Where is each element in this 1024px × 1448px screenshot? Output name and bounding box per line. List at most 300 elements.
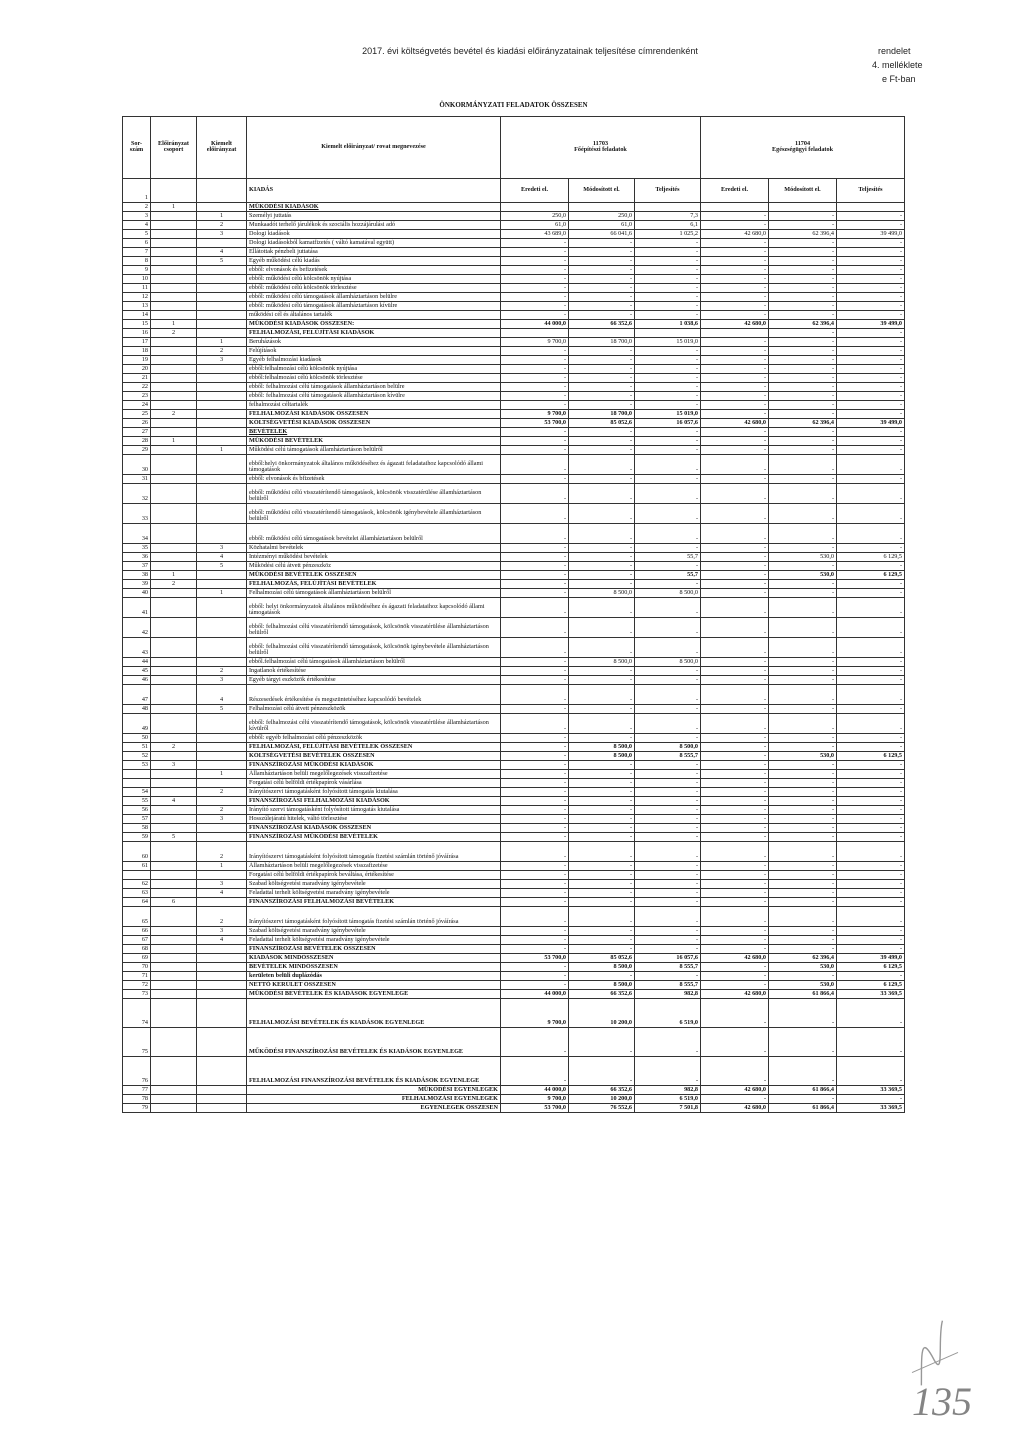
row-number: 11 bbox=[123, 283, 151, 292]
row-value: - bbox=[837, 897, 905, 906]
row-value: - bbox=[837, 328, 905, 337]
row-label: KÖLTSÉGVETÉSI KIADÁSOK ÖSSZESEN bbox=[247, 418, 501, 427]
row-value: - bbox=[635, 733, 701, 742]
row-value: 18 700,0 bbox=[569, 409, 635, 418]
row-label: MŰKÖDÉSI FINANSZÍROZÁSI BEVÉTELEK ÉS KIADÁSOK EGYENLEGE bbox=[247, 1027, 501, 1056]
row-group bbox=[151, 373, 197, 382]
row-value: - bbox=[569, 552, 635, 561]
row-label: Működési célú támogatások államháztartáson belülről bbox=[247, 445, 501, 454]
row-kiemelt: 1 bbox=[197, 861, 247, 870]
row-value: - bbox=[501, 805, 569, 814]
row-label: működési cél és általános tartalék bbox=[247, 310, 501, 319]
row-value: 61 866,4 bbox=[769, 1085, 837, 1094]
row-group bbox=[151, 418, 197, 427]
row-value: - bbox=[635, 474, 701, 483]
row-value: - bbox=[501, 597, 569, 617]
row-group bbox=[151, 561, 197, 570]
row-number: 22 bbox=[123, 382, 151, 391]
row-group: 5 bbox=[151, 832, 197, 841]
row-number: 28 bbox=[123, 436, 151, 445]
row-value: - bbox=[635, 935, 701, 944]
row-number: 70 bbox=[123, 962, 151, 971]
group1-name: Főépítészi feladatok bbox=[574, 146, 627, 153]
row-kiemelt bbox=[197, 570, 247, 579]
row-value: - bbox=[701, 409, 769, 418]
row-value: - bbox=[569, 879, 635, 888]
row-value: - bbox=[837, 483, 905, 503]
row-value: 982,8 bbox=[635, 989, 701, 998]
table-row bbox=[123, 588, 905, 597]
row-group: 2 bbox=[151, 742, 197, 751]
row-value: - bbox=[701, 427, 769, 436]
row-value bbox=[769, 202, 837, 211]
annotation-rendelet: rendelet bbox=[878, 46, 911, 56]
row-group bbox=[151, 211, 197, 220]
row-value: - bbox=[501, 256, 569, 265]
row-kiemelt: 1 bbox=[197, 337, 247, 346]
table-row bbox=[123, 364, 905, 373]
row-group bbox=[151, 944, 197, 953]
row-label: Államháztartáson belüli megelőlegezések visszafizetése bbox=[247, 769, 501, 778]
row-label: Közhatalmi bevételek bbox=[247, 543, 501, 552]
row-value: - bbox=[701, 561, 769, 570]
row-number: 9 bbox=[123, 265, 151, 274]
row-value: - bbox=[569, 570, 635, 579]
row-number: 65 bbox=[123, 906, 151, 926]
row-group bbox=[151, 597, 197, 617]
row-group bbox=[151, 841, 197, 861]
row-value: - bbox=[501, 879, 569, 888]
row-value: - bbox=[837, 814, 905, 823]
table-row bbox=[123, 409, 905, 418]
row-kiemelt bbox=[197, 301, 247, 310]
row-kiemelt bbox=[197, 436, 247, 445]
row-value: - bbox=[569, 787, 635, 796]
row-label: BEVÉTELEK MINDÖSSZESEN bbox=[247, 962, 501, 971]
row-number: 73 bbox=[123, 989, 151, 998]
row-value: - bbox=[769, 713, 837, 733]
row-value: 15 019,0 bbox=[635, 409, 701, 418]
row-kiemelt: 3 bbox=[197, 355, 247, 364]
row-value: - bbox=[635, 292, 701, 301]
table-row bbox=[123, 229, 905, 238]
table-row bbox=[123, 319, 905, 328]
row-group bbox=[151, 953, 197, 962]
row-value: - bbox=[569, 971, 635, 980]
row-value: - bbox=[701, 980, 769, 989]
row-group bbox=[151, 751, 197, 760]
row-group bbox=[151, 588, 197, 597]
row-value: - bbox=[701, 1027, 769, 1056]
row-value: 42 680,0 bbox=[701, 1085, 769, 1094]
row-value: - bbox=[769, 346, 837, 355]
row-label: MŰKÖDÉSI BEVÉTELEK ÉS KIADÁSOK EGYENLEGE bbox=[247, 989, 501, 998]
row-value: - bbox=[569, 675, 635, 684]
row-label: ebből: működési célú támogatások államháztartáson kívülre bbox=[247, 301, 501, 310]
table-row bbox=[123, 971, 905, 980]
row-value: - bbox=[701, 733, 769, 742]
row-kiemelt bbox=[197, 503, 247, 523]
row-kiemelt: 4 bbox=[197, 552, 247, 561]
row-group bbox=[151, 861, 197, 870]
row-kiemelt bbox=[197, 778, 247, 787]
row-value: - bbox=[837, 870, 905, 879]
row-kiemelt: 5 bbox=[197, 256, 247, 265]
row-group bbox=[151, 1056, 197, 1085]
row-group bbox=[151, 337, 197, 346]
row-value: - bbox=[837, 400, 905, 409]
col-subheader: Teljesítés bbox=[837, 178, 905, 202]
row-value: 61 866,4 bbox=[769, 1103, 837, 1112]
row-kiemelt bbox=[197, 1027, 247, 1056]
row-value: - bbox=[701, 373, 769, 382]
row-value: 8 555,7 bbox=[635, 751, 701, 760]
row-value: 8 500,0 bbox=[635, 742, 701, 751]
row-value: - bbox=[769, 588, 837, 597]
row-value: 982,8 bbox=[635, 1085, 701, 1094]
row-value: - bbox=[769, 391, 837, 400]
row-value: - bbox=[635, 769, 701, 778]
row-value: 16 057,6 bbox=[635, 418, 701, 427]
row-value: - bbox=[769, 483, 837, 503]
table-row bbox=[123, 953, 905, 962]
row-value: - bbox=[837, 579, 905, 588]
row-kiemelt bbox=[197, 971, 247, 980]
row-label: Forgatási célú belföldi értékpapírok vásárlása bbox=[247, 778, 501, 787]
row-label: ebből: működési célú kölcsönök nyújtása bbox=[247, 274, 501, 283]
row-label: Dologi kiadásokból kamatfizetés ( váltó kamatával együtt) bbox=[247, 238, 501, 247]
row-value: 9 700,0 bbox=[501, 1094, 569, 1103]
row-value: 55,7 bbox=[635, 552, 701, 561]
row-label: Működési célú átvett pénzeszköz bbox=[247, 561, 501, 570]
table-row bbox=[123, 657, 905, 666]
row-kiemelt: 1 bbox=[197, 588, 247, 597]
row-label: FELHALMOZÁSI, FELÚJÍTÁSI KIADÁSOK bbox=[247, 328, 501, 337]
row-group bbox=[151, 637, 197, 657]
row-value: - bbox=[769, 301, 837, 310]
row-group bbox=[151, 980, 197, 989]
row-group bbox=[151, 787, 197, 796]
row-value: - bbox=[635, 483, 701, 503]
row-kiemelt bbox=[197, 427, 247, 436]
row-value: - bbox=[769, 523, 837, 543]
row-group bbox=[151, 274, 197, 283]
row-kiemelt bbox=[197, 998, 247, 1027]
row-number: 63 bbox=[123, 888, 151, 897]
row-label: FELHALMOZÁSI, FELÚJÍTÁSI BEVÉTELEK ÖSSZESEN bbox=[247, 742, 501, 751]
row-value: - bbox=[837, 427, 905, 436]
row-value: - bbox=[501, 301, 569, 310]
row-value: - bbox=[569, 445, 635, 454]
row-value: - bbox=[635, 823, 701, 832]
row-kiemelt bbox=[197, 1103, 247, 1112]
row-value: - bbox=[635, 879, 701, 888]
row-value: - bbox=[569, 373, 635, 382]
row-value: 530,0 bbox=[769, 962, 837, 971]
row-value: - bbox=[769, 879, 837, 888]
row-number: 72 bbox=[123, 980, 151, 989]
row-value: - bbox=[569, 579, 635, 588]
row-group bbox=[151, 823, 197, 832]
row-kiemelt: 2 bbox=[197, 805, 247, 814]
row-kiemelt: 3 bbox=[197, 879, 247, 888]
row-kiemelt bbox=[197, 742, 247, 751]
row-number: 50 bbox=[123, 733, 151, 742]
col-subheader: Eredeti el. bbox=[501, 178, 569, 202]
row-value: - bbox=[769, 805, 837, 814]
row-value: - bbox=[569, 841, 635, 861]
row-label: KIADÁSOK MINDÖSSZESEN bbox=[247, 953, 501, 962]
row-value: - bbox=[701, 666, 769, 675]
row-kiemelt bbox=[197, 637, 247, 657]
row-value: 33 369,5 bbox=[837, 989, 905, 998]
col-subheader: Módosított el. bbox=[569, 178, 635, 202]
row-value: - bbox=[769, 906, 837, 926]
row-group bbox=[151, 310, 197, 319]
row-value: - bbox=[569, 888, 635, 897]
row-value: - bbox=[837, 713, 905, 733]
row-value: - bbox=[701, 814, 769, 823]
row-label: FELHALMOZÁSI BEVÉTELEK ÉS KIADÁSOK EGYENLEGE bbox=[247, 998, 501, 1027]
row-value: 8 555,7 bbox=[635, 962, 701, 971]
row-value: - bbox=[635, 301, 701, 310]
row-value: - bbox=[569, 382, 635, 391]
row-value: - bbox=[501, 265, 569, 274]
row-value: - bbox=[501, 1056, 569, 1085]
row-group: 4 bbox=[151, 796, 197, 805]
handwritten-page-number: 135 bbox=[912, 1379, 972, 1424]
row-kiemelt bbox=[197, 292, 247, 301]
row-value: - bbox=[501, 483, 569, 503]
row-value: - bbox=[769, 597, 837, 617]
row-value: - bbox=[837, 1027, 905, 1056]
table-row bbox=[123, 570, 905, 579]
table-row bbox=[123, 906, 905, 926]
table-row bbox=[123, 178, 905, 202]
row-value: - bbox=[569, 935, 635, 944]
row-value: - bbox=[837, 926, 905, 935]
row-number bbox=[123, 769, 151, 778]
row-value: - bbox=[635, 713, 701, 733]
row-value: 66 041,6 bbox=[569, 229, 635, 238]
row-value: 85 052,6 bbox=[569, 418, 635, 427]
row-value: 1 038,6 bbox=[635, 319, 701, 328]
row-value: - bbox=[769, 436, 837, 445]
row-number: 74 bbox=[123, 998, 151, 1027]
row-value: - bbox=[635, 971, 701, 980]
table-row bbox=[123, 436, 905, 445]
row-label: Munkaadót terhelő járulékok és szociális hozzájárulási adó bbox=[247, 220, 501, 229]
row-value: - bbox=[769, 1094, 837, 1103]
row-value: - bbox=[701, 588, 769, 597]
row-value: - bbox=[769, 971, 837, 980]
row-label: Felhalmozási célú átvett pénzeszközök bbox=[247, 704, 501, 713]
row-value: - bbox=[635, 310, 701, 319]
row-value: - bbox=[569, 256, 635, 265]
row-kiemelt bbox=[197, 870, 247, 879]
row-kiemelt bbox=[197, 751, 247, 760]
table-row bbox=[123, 841, 905, 861]
annotation-melleklet: 4. melléklete bbox=[872, 60, 923, 70]
row-value: - bbox=[501, 666, 569, 675]
row-number: 35 bbox=[123, 543, 151, 552]
table-row bbox=[123, 597, 905, 617]
row-value: - bbox=[837, 733, 905, 742]
row-value: - bbox=[501, 897, 569, 906]
table-row bbox=[123, 454, 905, 474]
row-value: - bbox=[569, 427, 635, 436]
row-value: - bbox=[701, 796, 769, 805]
row-value bbox=[635, 328, 701, 337]
row-value: 9 700,0 bbox=[501, 409, 569, 418]
row-value: - bbox=[569, 265, 635, 274]
row-label: Irányítószervi támogatásként folyósított támogatás kiutalása bbox=[247, 787, 501, 796]
row-value: 33 369,5 bbox=[837, 1103, 905, 1112]
row-group bbox=[151, 292, 197, 301]
row-number: 20 bbox=[123, 364, 151, 373]
table-row bbox=[123, 778, 905, 787]
row-kiemelt bbox=[197, 944, 247, 953]
table-row bbox=[123, 256, 905, 265]
row-value: - bbox=[635, 841, 701, 861]
row-value: 62 396,4 bbox=[769, 418, 837, 427]
table-row bbox=[123, 769, 905, 778]
row-value: - bbox=[701, 382, 769, 391]
row-value bbox=[701, 328, 769, 337]
row-number: 16 bbox=[123, 328, 151, 337]
row-label: Beruházások bbox=[247, 337, 501, 346]
row-value: - bbox=[837, 1056, 905, 1085]
row-value: - bbox=[501, 796, 569, 805]
row-kiemelt bbox=[197, 523, 247, 543]
row-value: - bbox=[769, 445, 837, 454]
row-number: 69 bbox=[123, 953, 151, 962]
row-number: 62 bbox=[123, 879, 151, 888]
row-kiemelt: 2 bbox=[197, 220, 247, 229]
row-value: - bbox=[701, 888, 769, 897]
row-group bbox=[151, 888, 197, 897]
row-value: - bbox=[501, 570, 569, 579]
row-value: - bbox=[837, 778, 905, 787]
row-number: 43 bbox=[123, 637, 151, 657]
row-value: - bbox=[769, 814, 837, 823]
row-number: 49 bbox=[123, 713, 151, 733]
row-group bbox=[151, 684, 197, 704]
row-value: - bbox=[501, 247, 569, 256]
row-value: - bbox=[769, 409, 837, 418]
row-value: - bbox=[501, 355, 569, 364]
row-value: - bbox=[569, 769, 635, 778]
row-group bbox=[151, 926, 197, 935]
row-label: ebből: helyi önkormányzatok általános működéséhez és ágazati feladataihoz kapcsolódó állami támogatások bbox=[247, 597, 501, 617]
row-number: 14 bbox=[123, 310, 151, 319]
row-label: FINANSZÍROZÁSI MŰKÖDÉSI BEVÉTELEK bbox=[247, 832, 501, 841]
row-number: 1 bbox=[123, 178, 151, 202]
row-number: 53 bbox=[123, 760, 151, 769]
row-number: 59 bbox=[123, 832, 151, 841]
row-number: 38 bbox=[123, 570, 151, 579]
row-group bbox=[151, 733, 197, 742]
row-value: - bbox=[501, 787, 569, 796]
row-value: - bbox=[701, 238, 769, 247]
row-kiemelt bbox=[197, 796, 247, 805]
row-number: 46 bbox=[123, 675, 151, 684]
row-value: 66 352,6 bbox=[569, 989, 635, 998]
row-value: - bbox=[701, 543, 769, 552]
row-value: 6 519,0 bbox=[635, 1094, 701, 1103]
row-kiemelt bbox=[197, 319, 247, 328]
table-row bbox=[123, 337, 905, 346]
row-kiemelt: 3 bbox=[197, 926, 247, 935]
row-value: - bbox=[837, 861, 905, 870]
row-value: - bbox=[769, 684, 837, 704]
row-number: 26 bbox=[123, 418, 151, 427]
row-group bbox=[151, 657, 197, 666]
row-value: - bbox=[501, 637, 569, 657]
table-row bbox=[123, 760, 905, 769]
row-value: - bbox=[701, 292, 769, 301]
row-value: - bbox=[501, 445, 569, 454]
row-kiemelt bbox=[197, 178, 247, 202]
row-number: 56 bbox=[123, 805, 151, 814]
row-group bbox=[151, 523, 197, 543]
row-value: - bbox=[769, 944, 837, 953]
row-label: ebből: felhalmozási célú visszatérítendő támogatások, kölcsönök visszatérülése államháztartáson kívülről bbox=[247, 713, 501, 733]
row-value: - bbox=[701, 861, 769, 870]
row-value: - bbox=[635, 684, 701, 704]
row-value: - bbox=[635, 523, 701, 543]
row-label: MŰKÖDÉSI KIADÁSOK ÖSSZESEN: bbox=[247, 319, 501, 328]
row-group: 2 bbox=[151, 328, 197, 337]
row-value: - bbox=[635, 597, 701, 617]
row-value: - bbox=[501, 1027, 569, 1056]
table-row bbox=[123, 202, 905, 211]
row-value: - bbox=[635, 944, 701, 953]
row-label: Dologi kiadások bbox=[247, 229, 501, 238]
table-row bbox=[123, 989, 905, 998]
row-value: - bbox=[769, 382, 837, 391]
row-value: - bbox=[837, 265, 905, 274]
annotation-unit: e Ft-ban bbox=[882, 74, 916, 84]
row-value: 10 200,0 bbox=[569, 1094, 635, 1103]
row-value: - bbox=[569, 796, 635, 805]
row-value: - bbox=[837, 742, 905, 751]
row-value: - bbox=[501, 733, 569, 742]
row-value: - bbox=[701, 841, 769, 861]
row-group bbox=[151, 382, 197, 391]
row-value bbox=[635, 202, 701, 211]
row-kiemelt bbox=[197, 897, 247, 906]
row-group bbox=[151, 906, 197, 926]
row-number: 34 bbox=[123, 523, 151, 543]
row-value: 530,0 bbox=[769, 751, 837, 760]
row-value: - bbox=[769, 742, 837, 751]
row-value: - bbox=[569, 1056, 635, 1085]
row-value: - bbox=[837, 373, 905, 382]
row-value: - bbox=[635, 861, 701, 870]
row-value: - bbox=[635, 832, 701, 841]
row-number: 13 bbox=[123, 301, 151, 310]
row-value: 6 129,5 bbox=[837, 552, 905, 561]
row-value: - bbox=[701, 998, 769, 1027]
row-kiemelt bbox=[197, 310, 247, 319]
row-value: - bbox=[501, 364, 569, 373]
row-value: - bbox=[769, 832, 837, 841]
row-value: - bbox=[501, 935, 569, 944]
row-value: - bbox=[701, 265, 769, 274]
table-row bbox=[123, 427, 905, 436]
row-label: ebből:felhalmozási célú kölcsönök törlesztése bbox=[247, 373, 501, 382]
